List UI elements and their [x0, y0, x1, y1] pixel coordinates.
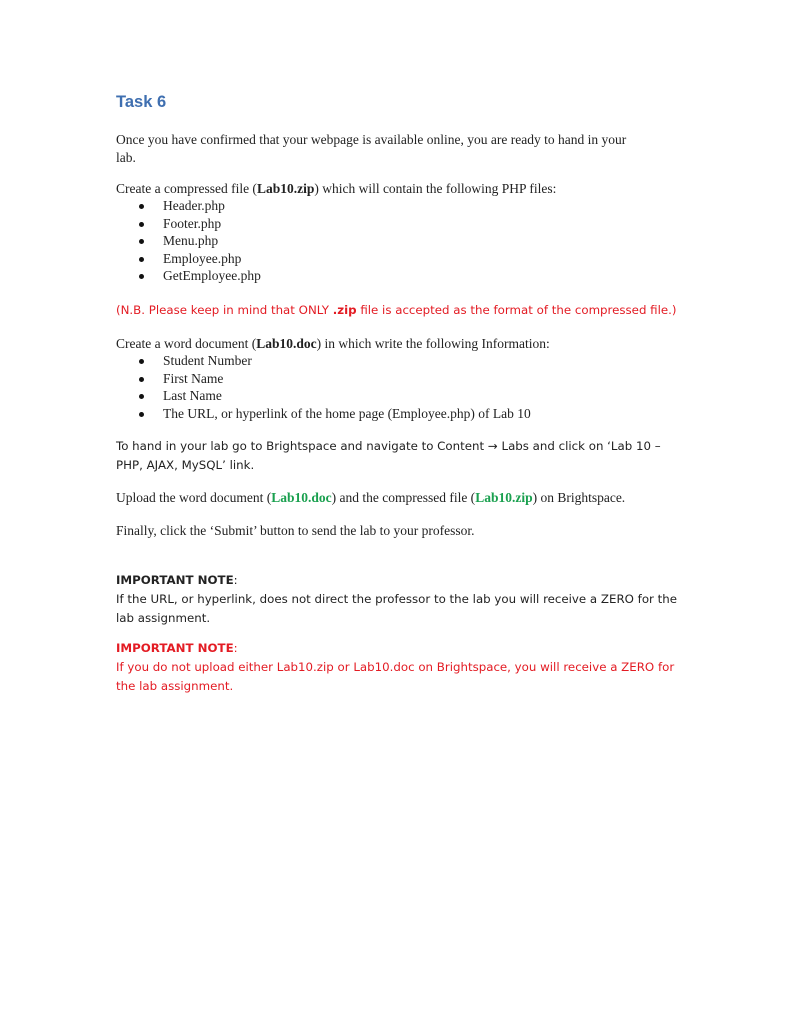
- intro-paragraph: [116, 131, 676, 166]
- doc-instruction-post: ) in which write the following Information:: [316, 336, 550, 351]
- zip-filename: Lab10.zip: [256, 181, 315, 196]
- list-item: First Name: [116, 370, 676, 388]
- nb-note-zip: .zip: [332, 303, 357, 317]
- important-note-1-colon: :: [233, 573, 238, 587]
- list-item: The URL, or hyperlink of the home page (Employee.php) of Lab 10: [116, 405, 676, 423]
- nb-note-post: file is accepted as the format of the compressed file.): [356, 303, 677, 317]
- list-item: Header.php: [116, 197, 261, 215]
- important-note-2-title: IMPORTANT NOTE: [116, 641, 234, 655]
- important-note-1-line-2: lab assignment.: [116, 611, 211, 625]
- zip-instruction-post: ) which will contain the following PHP files:: [314, 181, 557, 196]
- doc-instruction: [116, 335, 676, 353]
- doc-info-list: [116, 352, 676, 422]
- important-note-2-line-2: the lab assignment.: [116, 679, 234, 693]
- list-item: Student Number: [116, 352, 676, 370]
- zip-instruction-pre: Create a compressed file (: [116, 181, 257, 196]
- hand-in-paragraph: [116, 437, 716, 475]
- important-note-2-line-1: If you do not upload either Lab10.zip or Lab10.doc on Brightspace, you will receive a ZERO for: [116, 660, 675, 674]
- nb-note-pre: (N.B. Please keep in mind that ONLY: [116, 303, 333, 317]
- task-heading: Task 6: [116, 93, 167, 111]
- nb-note: [116, 301, 716, 320]
- important-note-1: [116, 571, 716, 628]
- list-item: GetEmployee.php: [116, 267, 261, 285]
- upload-zip-filename: Lab10.zip: [475, 490, 533, 505]
- list-item: Footer.php: [116, 215, 261, 233]
- php-file-list: [116, 197, 261, 285]
- important-note-1-line-1: If the URL, or hyperlink, does not direct the professor to the lab you will receive a ZERO for the: [116, 592, 678, 606]
- arrow-right-icon: →: [487, 439, 498, 453]
- intro-line-1: Once you have confirmed that your webpage is available online, you are ready to hand in your: [116, 132, 627, 147]
- hand-in-line-1: To hand in your lab go to Brightspace and navigate to Content: [116, 439, 488, 453]
- doc-filename: Lab10.doc: [256, 336, 317, 351]
- upload-post: ) on Brightspace.: [532, 490, 626, 505]
- finally-paragraph: Finally, click the ‘Submit’ button to send the lab to your professor.: [116, 523, 475, 538]
- list-item: Employee.php: [116, 250, 261, 268]
- list-item: Menu.php: [116, 232, 261, 250]
- hand-in-line-1-end: Labs and click on ‘Lab 10 –: [497, 439, 661, 453]
- zip-instruction: [116, 180, 676, 198]
- important-note-2: [116, 639, 716, 696]
- intro-line-2: lab.: [116, 149, 136, 165]
- doc-instruction-pre: Create a word document (: [116, 336, 257, 351]
- upload-pre: Upload the word document (: [116, 490, 272, 505]
- important-note-1-title: IMPORTANT NOTE: [116, 573, 234, 587]
- upload-paragraph: [116, 489, 716, 507]
- upload-doc-filename: Lab10.doc: [271, 490, 332, 505]
- upload-mid: ) and the compressed file (: [331, 490, 476, 505]
- important-note-2-colon: :: [233, 641, 238, 655]
- hand-in-line-2: PHP, AJAX, MySQL’ link.: [116, 458, 255, 472]
- list-item: Last Name: [116, 387, 676, 405]
